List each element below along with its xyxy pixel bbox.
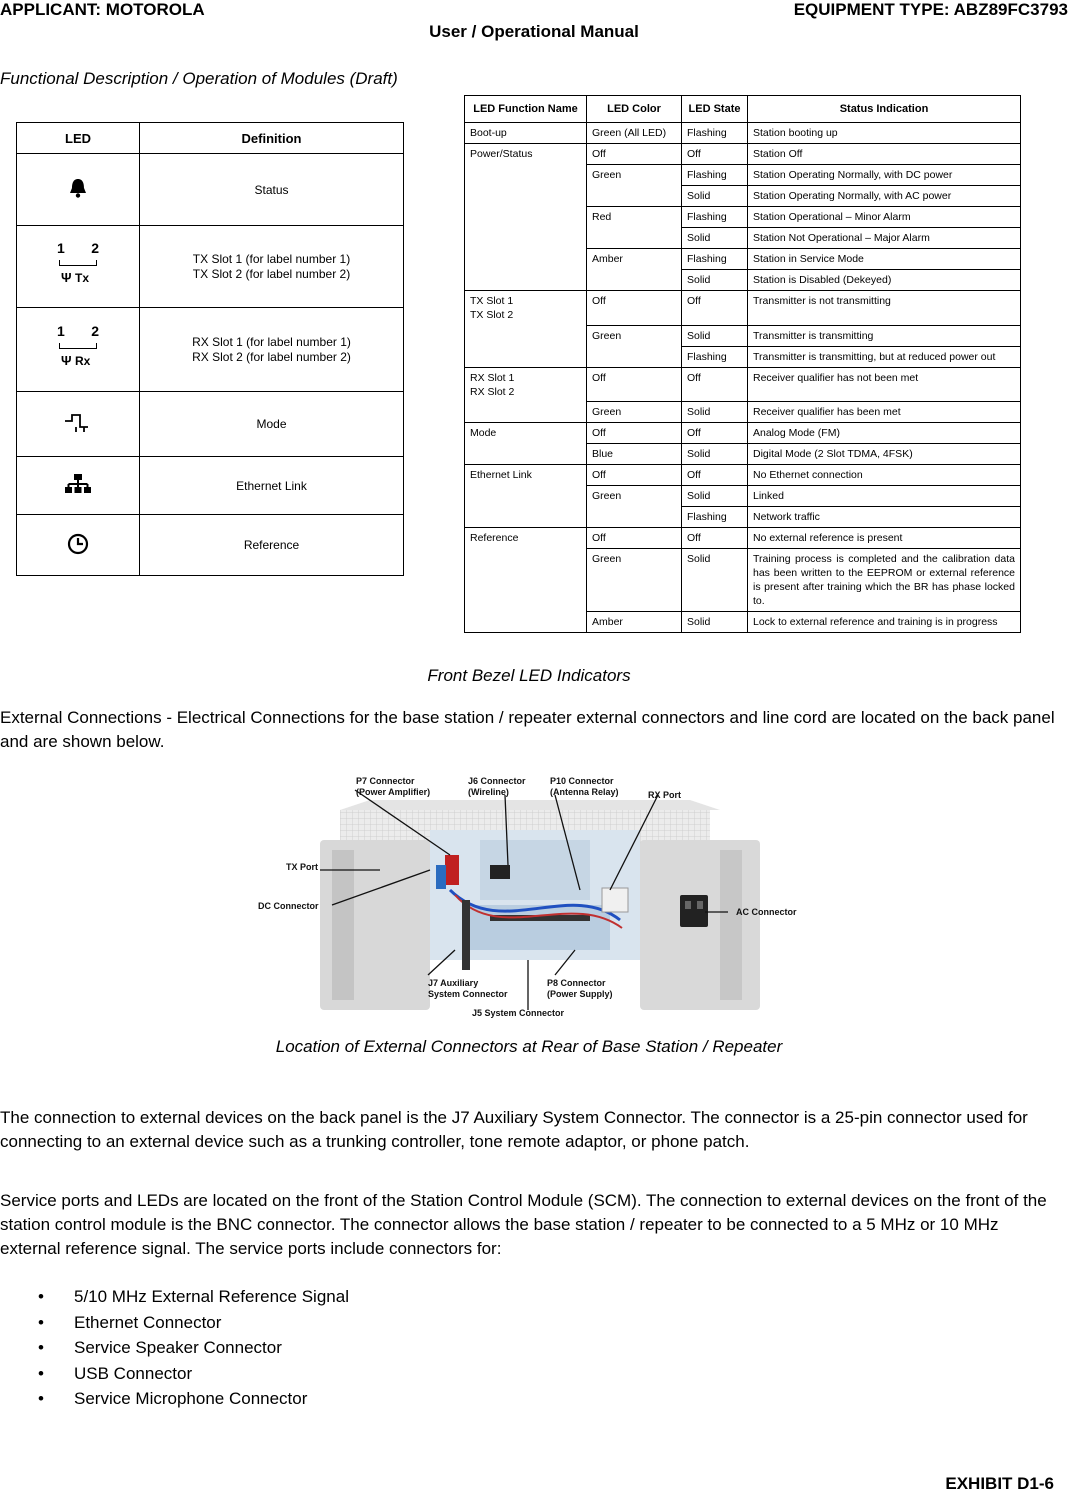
service-port-list [0, 1284, 349, 1412]
color-cell: Green [587, 549, 682, 612]
table-row [465, 346, 1021, 367]
indication-cell: Transmitter is not transmitting [748, 291, 1021, 326]
state-cell: Off [682, 291, 748, 326]
indication-cell: Transmitter is transmitting [748, 325, 1021, 346]
definition-cell: Reference [140, 515, 404, 576]
color-cell: Amber [587, 249, 682, 270]
state-cell: Solid [682, 186, 748, 207]
function-cell [465, 270, 587, 291]
photo-caption: Location of External Connectors at Rear of Base Station / Repeater [275, 1037, 783, 1056]
state-cell: Flashing [682, 346, 748, 367]
state-cell: Off [682, 465, 748, 486]
indication-cell: Training process is completed and the calibration data has been written to the EEPROM or external reference is present after training which the BR has phase locked to. [748, 549, 1021, 612]
table-row [465, 444, 1021, 465]
indication-cell: Linked [748, 486, 1021, 507]
indication-cell: No external reference is present [748, 528, 1021, 549]
table-row [465, 249, 1021, 270]
manual-title: User / Operational Manual [429, 22, 639, 41]
indication-cell: Receiver qualifier has not been met [748, 367, 1021, 402]
paragraph-service-ports: Service ports and LEDs are located on the front of the Station Control Module (SCM). The connection to external devices on the front of the station control module is the BNC connector. The connector allows the base station / repeater to be connected to a 5 MHz or 10 MHz external reference signal. The service ports include connectors for: [0, 1191, 1047, 1258]
state-cell: Solid [682, 486, 748, 507]
led-column-header: LED [17, 123, 140, 154]
p7-connector-label: P7 Connector (Power Amplifier) [356, 776, 431, 797]
bell-icon [66, 176, 90, 200]
table-row [17, 515, 404, 576]
color-cell: Blue [587, 444, 682, 465]
table-row [465, 123, 1021, 144]
color-cell: Off [587, 291, 682, 326]
table-row [465, 207, 1021, 228]
color-cell: Amber [587, 612, 682, 633]
definition-column-header: Definition [140, 123, 404, 154]
status-table-body [465, 123, 1021, 633]
indication-cell: Receiver qualifier has been met [748, 402, 1021, 423]
function-cell: Mode [465, 423, 587, 444]
function-cell: RX Slot 1 RX Slot 2 [465, 367, 587, 402]
state-cell: Flashing [682, 123, 748, 144]
indication-cell: Lock to external reference and training is in progress [748, 612, 1021, 633]
rx-port-label: RX Port [648, 790, 682, 800]
color-cell: Red [587, 207, 682, 228]
list-item: • Ethernet Connector [38, 1312, 222, 1332]
table-row [465, 528, 1021, 549]
table-row [465, 270, 1021, 291]
paragraph-j7: The connection to external devices on the back panel is the J7 Auxiliary System Connector. The connector is a 25-pin connector used for connecting to an external device such as a trunking controller, tone remote adaptor, or phone patch. [0, 1108, 1028, 1151]
indication-cell: Station Operating Normally, with DC power [748, 165, 1021, 186]
state-cell: Solid [682, 444, 748, 465]
state-cell: Flashing [682, 507, 748, 528]
list-item: • USB Connector [38, 1363, 193, 1383]
color-cell: Green (All LED) [587, 123, 682, 144]
j5-connector-label: J5 System Connector [472, 1008, 565, 1018]
led-caption: Front Bezel LED Indicators [427, 666, 631, 685]
table-row [465, 465, 1021, 486]
state-cell: Off [682, 144, 748, 165]
table-row [465, 144, 1021, 165]
table-row [17, 154, 404, 226]
table-row [465, 549, 1021, 612]
table-row [465, 507, 1021, 528]
function-cell: Ethernet Link [465, 465, 587, 486]
table-row [465, 165, 1021, 186]
function-cell [465, 207, 587, 228]
table-row [465, 486, 1021, 507]
color-cell: Off [587, 144, 682, 165]
definition-cell: Status [140, 154, 404, 226]
rx-slot-icon: 1 2 Ψ Rx [57, 323, 99, 368]
indication-cell: No Ethernet connection [748, 465, 1021, 486]
function-cell [465, 228, 587, 249]
state-cell: Solid [682, 270, 748, 291]
ethernet-icon [64, 473, 92, 495]
led-definition-table [16, 122, 404, 576]
p8-connector-label: P8 Connector (Power Supply) [547, 978, 613, 999]
table-row [465, 228, 1021, 249]
color-cell: Off [587, 465, 682, 486]
function-name-header: LED Function Name [465, 96, 587, 123]
function-cell [465, 249, 587, 270]
table-row [465, 423, 1021, 444]
indication-cell: Station Operational – Minor Alarm [748, 207, 1021, 228]
definition-cell: Mode [140, 392, 404, 457]
color-cell [587, 228, 682, 249]
list-item: • Service Microphone Connector [38, 1389, 308, 1408]
base-station-rear-illustration [250, 770, 810, 1022]
color-cell: Green [587, 486, 682, 507]
definition-cell: Ethernet Link [140, 457, 404, 515]
function-cell [465, 402, 587, 423]
state-cell: Flashing [682, 249, 748, 270]
color-header: LED Color [587, 96, 682, 123]
table-row [17, 457, 404, 515]
table-row [17, 308, 404, 392]
state-cell: Solid [682, 402, 748, 423]
function-cell [465, 165, 587, 186]
definition-cell: RX Slot 1 (for label number 1) RX Slot 2 (for label number 2) [140, 308, 404, 392]
function-cell [465, 325, 587, 346]
state-cell: Flashing [682, 207, 748, 228]
function-cell [465, 612, 587, 633]
table-row [465, 367, 1021, 402]
mode-icon [63, 413, 93, 433]
applicant-header: APPLICANT: MOTOROLA [0, 0, 205, 19]
table-row [17, 226, 404, 308]
p10-connector-label: P10 Connector (Antenna Relay) [550, 776, 619, 797]
section-title: Functional Description / Operation of Modules (Draft) [0, 69, 398, 88]
state-cell: Solid [682, 549, 748, 612]
indication-cell: Digital Mode (2 Slot TDMA, 4FSK) [748, 444, 1021, 465]
color-cell [587, 186, 682, 207]
state-cell: Off [682, 528, 748, 549]
color-cell: Off [587, 423, 682, 444]
color-cell [587, 270, 682, 291]
tx-slot-icon: 1 2 Ψ Tx [57, 240, 99, 285]
color-cell: Green [587, 165, 682, 186]
indication-cell: Station is Disabled (Dekeyed) [748, 270, 1021, 291]
state-cell: Solid [682, 228, 748, 249]
function-cell: Power/Status [465, 144, 587, 165]
state-cell: Solid [682, 612, 748, 633]
table-row [465, 291, 1021, 326]
table-row [465, 402, 1021, 423]
indication-cell: Station booting up [748, 123, 1021, 144]
list-item: • Service Speaker Connector [38, 1338, 282, 1357]
color-cell: Off [587, 367, 682, 402]
indication-cell: Station Operating Normally, with AC power [748, 186, 1021, 207]
external-connections-text: External Connections - Electrical Connections for the base station / repeater external connectors and line cord are located on the back panel and are shown below. [0, 708, 1055, 751]
table-row [17, 392, 404, 457]
indication-cell: Station Not Operational – Major Alarm [748, 228, 1021, 249]
function-cell: Reference [465, 528, 587, 549]
state-header: LED State [682, 96, 748, 123]
table-row [465, 325, 1021, 346]
function-cell [465, 549, 587, 612]
rear-panel-photo [250, 770, 810, 1022]
ac-connector-label: AC Connector [736, 907, 797, 917]
table-row [465, 612, 1021, 633]
status-indication-header: Status Indication [748, 96, 1021, 123]
function-cell [465, 346, 587, 367]
indication-cell: Analog Mode (FM) [748, 423, 1021, 444]
state-cell: Flashing [682, 165, 748, 186]
indication-cell: Transmitter is transmitting, but at reduced power out [748, 346, 1021, 367]
exhibit-footer: EXHIBIT D1-6 [945, 1474, 1054, 1493]
list-item: • 5/10 MHz External Reference Signal [38, 1287, 349, 1306]
indication-cell: Network traffic [748, 507, 1021, 528]
equipment-header: EQUIPMENT TYPE: ABZ89FC3793 [793, 0, 1068, 19]
indication-cell: Station Off [748, 144, 1021, 165]
state-cell: Off [682, 423, 748, 444]
state-cell: Off [682, 367, 748, 402]
j6-connector-label: J6 Connector (Wireline) [468, 776, 526, 797]
definition-cell: TX Slot 1 (for label number 1) TX Slot 2 (for label number 2) [140, 226, 404, 308]
function-cell [465, 486, 587, 507]
clock-icon [66, 532, 90, 556]
dc-connector-label: DC Connector [258, 901, 319, 911]
function-cell [465, 507, 587, 528]
function-cell: TX Slot 1 TX Slot 2 [465, 291, 587, 326]
state-cell: Solid [682, 325, 748, 346]
function-cell: Boot-up [465, 123, 587, 144]
color-cell [587, 507, 682, 528]
color-cell: Green [587, 325, 682, 346]
tx-port-label: TX Port [286, 862, 319, 872]
function-cell [465, 444, 587, 465]
table-row [465, 186, 1021, 207]
j7-connector-label: J7 Auxiliary System Connector [428, 978, 508, 999]
color-cell: Off [587, 528, 682, 549]
color-cell: Green [587, 402, 682, 423]
color-cell [587, 346, 682, 367]
function-cell [465, 186, 587, 207]
led-status-table [464, 95, 1021, 633]
indication-cell: Station in Service Mode [748, 249, 1021, 270]
